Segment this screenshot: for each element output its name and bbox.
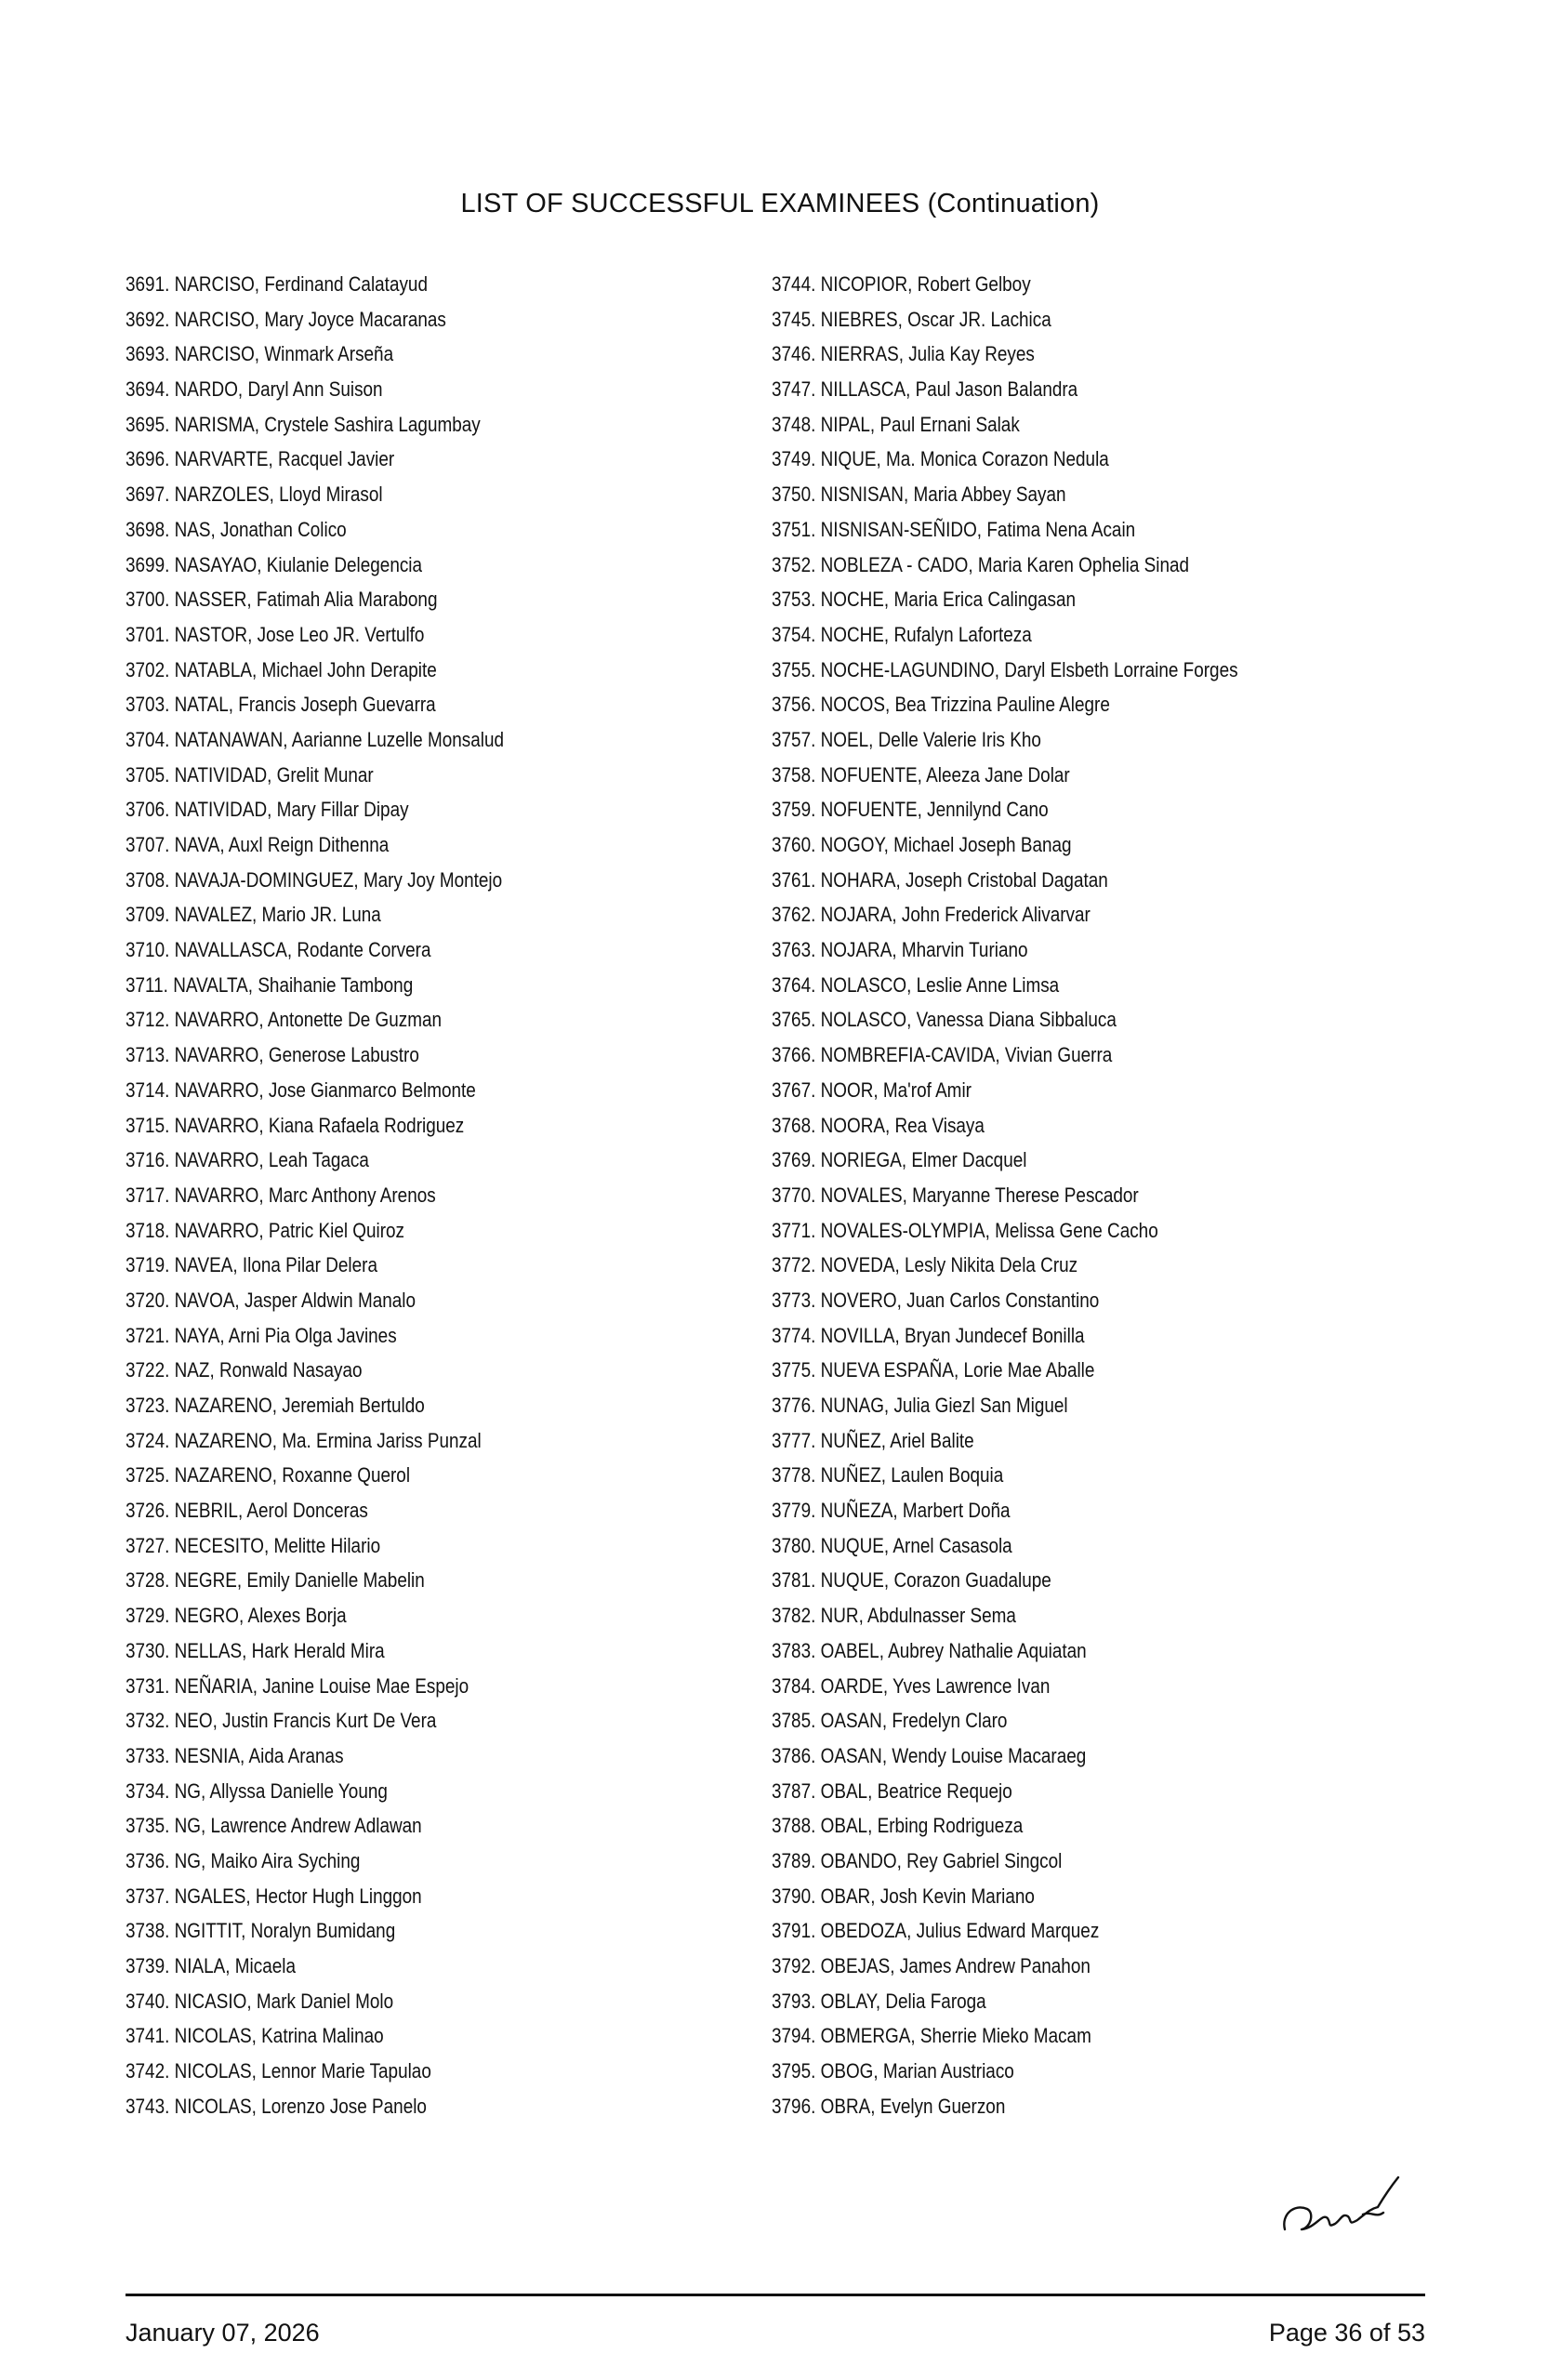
examinee-entry: 3696. NARVARTE, Racquel Javier	[126, 447, 395, 471]
examinee-entry: 3731. NEÑARIA, Janine Louise Mae Espejo	[126, 1673, 469, 1698]
footer-divider	[126, 2294, 1425, 2296]
examinee-entry: 3795. OBOG, Marian Austriaco	[772, 2059, 1014, 2083]
examinee-entry: 3717. NAVARRO, Marc Anthony Arenos	[126, 1183, 436, 1207]
examinee-entry: 3700. NASSER, Fatimah Alia Marabong	[126, 588, 438, 612]
examinee-entry: 3743. NICOLAS, Lorenzo Jose Panelo	[126, 2094, 427, 2118]
examinee-entry: 3726. NEBRIL, Aerol Donceras	[126, 1499, 368, 1523]
examinee-entry: 3740. NICASIO, Mark Daniel Molo	[126, 1989, 394, 2013]
examinee-entry: 3709. NAVALEZ, Mario JR. Luna	[126, 903, 381, 927]
examinee-list-right	[772, 267, 1478, 2123]
examinee-entry: 3764. NOLASCO, Leslie Anne Limsa	[772, 972, 1060, 997]
examinee-entry: 3796. OBRA, Evelyn Guerzon	[772, 2094, 1006, 2118]
examinee-entry: 3751. NISNISAN-SEÑIDO, Fatima Nena Acain	[772, 517, 1136, 541]
examinee-entry: 3741. NICOLAS, Katrina Malinao	[126, 2024, 384, 2048]
examinee-entry: 3735. NG, Lawrence Andrew Adlawan	[126, 1814, 422, 1838]
examinee-entry: 3715. NAVARRO, Kiana Rafaela Rodriguez	[126, 1113, 465, 1137]
examinee-entry: 3698. NAS, Jonathan Colico	[126, 517, 347, 541]
examinee-entry: 3761. NOHARA, Joseph Cristobal Dagatan	[772, 867, 1108, 892]
examinee-entry: 3754. NOCHE, Rufalyn Laforteza	[772, 622, 1032, 646]
examinee-entry: 3701. NASTOR, Jose Leo JR. Vertulfo	[126, 622, 425, 646]
examinee-entry: 3730. NELLAS, Hark Herald Mira	[126, 1638, 385, 1662]
examinee-entry: 3695. NARISMA, Crystele Sashira Lagumbay	[126, 412, 481, 436]
examinee-entry: 3739. NIALA, Micaela	[126, 1954, 296, 1977]
examinee-entry: 3760. NOGOY, Michael Joseph Banag	[772, 833, 1072, 856]
examinee-entry: 3763. NOJARA, Mharvin Turiano	[772, 938, 1028, 962]
examinee-entry: 3765. NOLASCO, Vanessa Diana Sibbaluca	[772, 1008, 1117, 1032]
examinee-entry: 3719. NAVEA, Ilona Pilar Delera	[126, 1253, 377, 1277]
examinee-entry: 3733. NESNIA, Aida Aranas	[126, 1743, 344, 1767]
examinee-entry: 3720. NAVOA, Jasper Aldwin Manalo	[126, 1288, 416, 1312]
examinee-entry: 3742. NICOLAS, Lennor Marie Tapulao	[126, 2059, 431, 2083]
examinee-entry: 3705. NATIVIDAD, Grelit Munar	[126, 762, 374, 787]
examinee-entry: 3779. NUÑEZA, Marbert Doña	[772, 1499, 1011, 1523]
examinee-entry: 3712. NAVARRO, Antonette De Guzman	[126, 1008, 443, 1032]
examinee-entry: 3745. NIEBRES, Oscar JR. Lachica	[772, 307, 1051, 331]
examinee-entry: 3783. OABEL, Aubrey Nathalie Aquiatan	[772, 1638, 1087, 1662]
signature-icon	[1274, 2166, 1441, 2250]
examinee-entry: 3718. NAVARRO, Patric Kiel Quiroz	[126, 1218, 405, 1242]
examinee-entry: 3734. NG, Allyssa Danielle Young	[126, 1778, 388, 1803]
examinee-entry: 3716. NAVARRO, Leah Tagaca	[126, 1148, 369, 1172]
examinee-entry: 3786. OASAN, Wendy Louise Macaraeg	[772, 1743, 1087, 1767]
examinee-entry: 3706. NATIVIDAD, Mary Fillar Dipay	[126, 798, 409, 822]
examinee-entry: 3699. NASAYAO, Kiulanie Delegencia	[126, 552, 423, 576]
examinee-entry: 3769. NORIEGA, Elmer Dacquel	[772, 1148, 1027, 1172]
examinee-entry: 3771. NOVALES-OLYMPIA, Melissa Gene Cacho	[772, 1218, 1158, 1242]
examinee-entry: 3752. NOBLEZA - CADO, Maria Karen Ophelia Sinad	[772, 552, 1190, 576]
examinee-entry: 3694. NARDO, Daryl Ann Suison	[126, 377, 383, 402]
examinee-entry: 3787. OBAL, Beatrice Requejo	[772, 1778, 1012, 1803]
examinee-entry: 3781. NUQUE, Corazon Guadalupe	[772, 1568, 1051, 1593]
examinee-entry: 3738. NGITTIT, Noralyn Bumidang	[126, 1919, 396, 1943]
examinee-entry: 3693. NARCISO, Winmark Arseña	[126, 342, 394, 366]
examinee-entry: 3785. OASAN, Fredelyn Claro	[772, 1709, 1008, 1733]
examinee-entry: 3784. OARDE, Yves Lawrence Ivan	[772, 1673, 1051, 1698]
examinee-entry: 3773. NOVERO, Juan Carlos Constantino	[772, 1288, 1100, 1312]
examinee-entry: 3774. NOVILLA, Bryan Jundecef Bonilla	[772, 1323, 1085, 1347]
examinee-entry: 3772. NOVEDA, Lesly Nikita Dela Cruz	[772, 1253, 1078, 1277]
examinee-entry: 3746. NIERRAS, Julia Kay Reyes	[772, 342, 1035, 366]
examinee-entry: 3768. NOORA, Rea Visaya	[772, 1113, 985, 1137]
examinee-entry: 3722. NAZ, Ronwald Nasayao	[126, 1358, 363, 1382]
examinee-entry: 3755. NOCHE-LAGUNDINO, Daryl Elsbeth Lorraine Forges	[772, 657, 1238, 681]
examinee-entry: 3789. OBANDO, Rey Gabriel Singcol	[772, 1848, 1063, 1872]
examinee-entry: 3753. NOCHE, Maria Erica Calingasan	[772, 588, 1077, 612]
examinee-entry: 3732. NEO, Justin Francis Kurt De Vera	[126, 1709, 437, 1733]
examinee-entry: 3794. OBMERGA, Sherrie Mieko Macam	[772, 2024, 1091, 2048]
examinee-entry: 3780. NUQUE, Arnel Casasola	[772, 1533, 1012, 1557]
examinee-entry: 3711. NAVALTA, Shaihanie Tambong	[126, 972, 414, 997]
examinee-entry: 3792. OBEJAS, James Andrew Panahon	[772, 1954, 1091, 1977]
examinee-entry: 3750. NISNISAN, Maria Abbey Sayan	[772, 483, 1066, 507]
examinee-entry: 3703. NATAL, Francis Joseph Guevarra	[126, 693, 436, 717]
examinee-entry: 3744. NICOPIOR, Robert Gelboy	[772, 272, 1031, 296]
page-title: LIST OF SUCCESSFUL EXAMINEES (Continuation)	[460, 189, 1100, 218]
examinee-entry: 3756. NOCOS, Bea Trizzina Pauline Alegre	[772, 693, 1110, 717]
examinee-entry: 3777. NUÑEZ, Ariel Balite	[772, 1428, 974, 1452]
examinee-entry: 3791. OBEDOZA, Julius Edward Marquez	[772, 1919, 1100, 1943]
examinee-entry: 3691. NARCISO, Ferdinand Calatayud	[126, 272, 428, 296]
examinee-entry: 3767. NOOR, Ma'rof Amir	[772, 1078, 972, 1102]
examinee-entry: 3749. NIQUE, Ma. Monica Corazon Nedula	[772, 447, 1109, 471]
examinee-entry: 3723. NAZARENO, Jeremiah Bertuldo	[126, 1394, 425, 1417]
examinee-entry: 3758. NOFUENTE, Aleeza Jane Dolar	[772, 762, 1070, 787]
footer-page-number: Page 36 of 53	[1268, 2319, 1425, 2347]
examinee-entry: 3778. NUÑEZ, Laulen Boquia	[772, 1463, 1004, 1488]
examinee-entry: 3748. NIPAL, Paul Ernani Salak	[772, 412, 1020, 436]
examinee-entry: 3776. NUNAG, Julia Giezl San Miguel	[772, 1394, 1068, 1417]
examinee-entry: 3704. NATANAWAN, Aarianne Luzelle Monsalud	[126, 727, 504, 751]
examinee-entry: 3721. NAYA, Arni Pia Olga Javines	[126, 1323, 397, 1347]
examinee-entry: 3692. NARCISO, Mary Joyce Macaranas	[126, 307, 446, 331]
examinee-entry: 3793. OBLAY, Delia Faroga	[772, 1989, 986, 2013]
examinee-entry: 3788. OBAL, Erbing Rodrigueza	[772, 1814, 1024, 1838]
examinee-entry: 3724. NAZARENO, Ma. Ermina Jariss Punzal	[126, 1428, 482, 1452]
examinee-entry: 3727. NECESITO, Melitte Hilario	[126, 1533, 381, 1557]
examinee-entry: 3728. NEGRE, Emily Danielle Mabelin	[126, 1568, 425, 1593]
examinee-list-left	[126, 267, 721, 2123]
examinee-entry: 3759. NOFUENTE, Jennilynd Cano	[772, 798, 1049, 822]
examinee-entry: 3757. NOEL, Delle Valerie Iris Kho	[772, 727, 1041, 751]
examinee-entry: 3702. NATABLA, Michael John Derapite	[126, 657, 437, 681]
examinee-entry: 3708. NAVAJA-DOMINGUEZ, Mary Joy Montejo	[126, 867, 503, 892]
examinee-entry: 3762. NOJARA, John Frederick Alivarvar	[772, 903, 1091, 927]
examinee-entry: 3713. NAVARRO, Generose Labustro	[126, 1043, 419, 1067]
examinee-entry: 3710. NAVALLASCA, Rodante Corvera	[126, 938, 431, 962]
examinee-entry: 3766. NOMBREFIA-CAVIDA, Vivian Guerra	[772, 1043, 1113, 1067]
examinee-entry: 3707. NAVA, Auxl Reign Dithenna	[126, 833, 390, 856]
examinee-entry: 3729. NEGRO, Alexes Borja	[126, 1604, 347, 1628]
examinee-entry: 3770. NOVALES, Maryanne Therese Pescador	[772, 1183, 1139, 1207]
examinee-entry: 3790. OBAR, Josh Kevin Mariano	[772, 1884, 1035, 1908]
examinee-entry: 3782. NUR, Abdulnasser Sema	[772, 1604, 1016, 1628]
examinee-entry: 3714. NAVARRO, Jose Gianmarco Belmonte	[126, 1078, 476, 1102]
examinee-entry: 3775. NUEVA ESPAÑA, Lorie Mae Aballe	[772, 1358, 1095, 1382]
examinee-entry: 3737. NGALES, Hector Hugh Linggon	[126, 1884, 422, 1908]
examinee-entry: 3697. NARZOLES, Lloyd Mirasol	[126, 483, 383, 507]
examinee-entry: 3736. NG, Maiko Aira Syching	[126, 1848, 361, 1872]
examinee-entry: 3725. NAZARENO, Roxanne Querol	[126, 1463, 411, 1488]
examinee-entry: 3747. NILLASCA, Paul Jason Balandra	[772, 377, 1078, 402]
footer-date: January 07, 2026	[126, 2319, 320, 2347]
